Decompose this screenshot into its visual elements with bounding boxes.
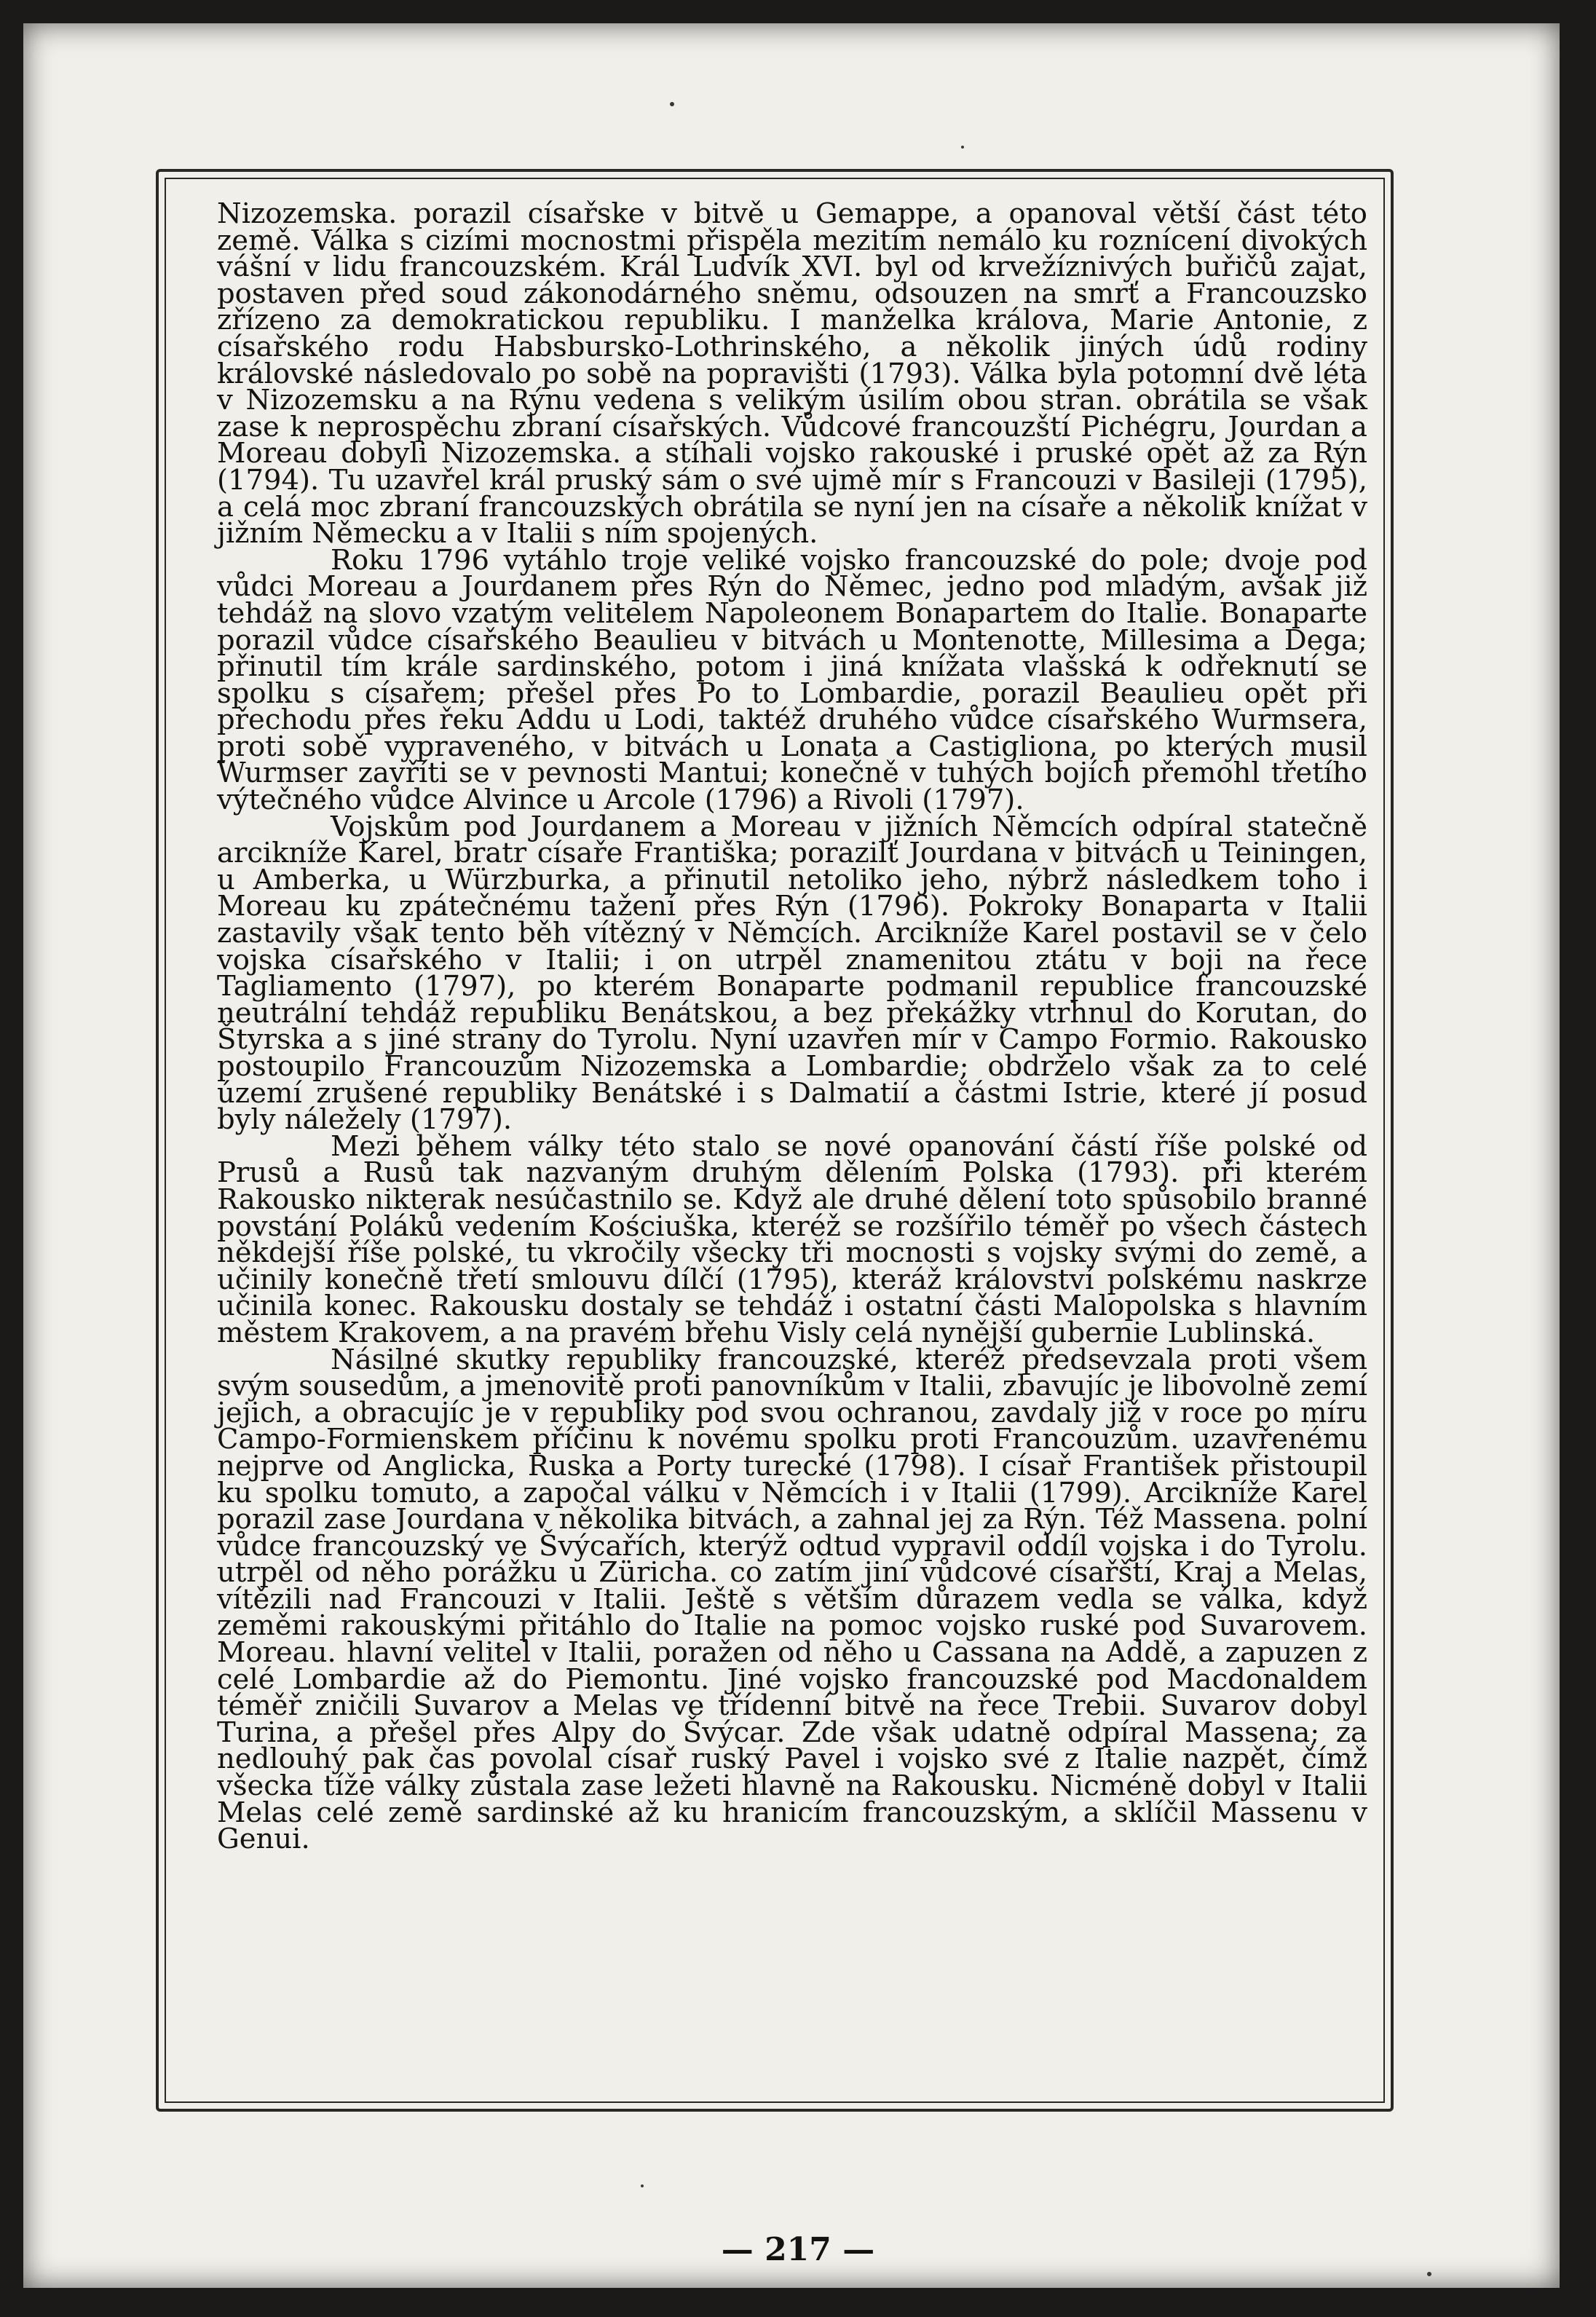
paragraph-4: Mezi během války této stalo se nové opanování částí říše polské od Prusů a Rusů tak nazvaným druhým dělením Polska (1793). při kterém Rakousko nikterak nesúčastnilo se. Když ale druhé dělení toto spůsobilo branné povstání Poláků vedením Kościuška, kteréž se rozšířilo téměř po všech částech někdejší říše polské, tu vkročily všecky tři mocnosti s vojsky svými do země, a učinily konečně třetí smlouvu dílčí (1795), kteráž království polskému naskrze učinila konec. Rakousku dostaly se tehdáž i ostatní části Malopolska s hlavním městem Krakovem, a na pravém břehu Visly celá nynější gubernie Lublinská. (217, 1129, 1367, 1349)
body-text (217, 197, 1367, 1856)
scan-speck (670, 102, 674, 106)
paragraph-5: Násilné skutky republiky francouzské, kteréž předsevzala proti všem svým sousedům, a jmenovitě proti panovníkům v Italii, zbavujíc je libovolně zemí jejich, a obracujíc je v republiky pod svou ochranou, zavdaly již v roce po míru Campo-Formienskem příčinu k novému spolku proti Francouzům. uzavřenému nejprve od Anglicka, Ruska a Porty turecké (1798). I císař František přistoupil ku spolku tomuto, a započal válku v Němcích i v Italii (1799). Arcikníže Karel porazil zase Jourdana v několika bitvách, a zahnal jej za Rýn. Též Massena. polní vůdce francouzský ve Švýcařích, kterýž odtud vypravil oddíl vojska i do Tyrolu. utrpěl od něho porážku u Züricha. co zatím jiní vůdcové císařští, Kraj a Melas, vítězili nad Francouzi v Italii. Ještě s větším důrazem vedla se válka, když zeměmi rakouskými přitáhlo do Italie na pomoc vojsko ruské pod Suvarovem. Moreau. hlavní velitel v Italii, poražen od něho u Cassana na Addě, a zapuzen z celé Lombardie až do Piemontu. Jiné vojsko francouzské pod Macdonaldem téměř zničili Suvarov a Melas ve třídenní bitvě na řece Trebii. Suvarov dobyl Turina, a přešel přes Alpy do Švýcar. Zde však udatně odpíral Massena; za nedlouhý pak čas povolal císař ruský Pavel i vojsko své z Italie nazpět, čímž všecka tíže války zůstala zase ležeti hlavně na Rakousku. Nicméně dobyl v Italii Melas celé země sardinské až ku hranicím francouzským, a sklíčil Massenu v Genui. (217, 1343, 1367, 1856)
page-number: — 217 — (721, 2231, 875, 2268)
scan-speck (961, 146, 964, 149)
scan-speck (1427, 2272, 1431, 2276)
paragraph-3: Vojskům pod Jourdanem a Moreau v jižních Němcích odpíral statečně arcikníže Karel, bratr císaře Františka; porazilť Jourdana v bitvách u Teiningen, u Amberka, u Würzburka, a přinutil netoliko jeho, nýbrž následkem toho i Moreau ku zpátečnému tažení přes Rýn (1796). Pokroky Bonaparta v Italii zastavily však tento běh vítězný v Němcích. Arcikníže Karel postavil se v čelo vojska císařského v Italii; i on utrpěl znamenitou ztátu v boji na řece Tagliamento (1797), po kterém Bonaparte podmanil republice francouzské neutrální tehdáž republiku Benátskou, a bez překážky vtrhnul do Korutan, do Štyrska a s jiné strany do Tyrolu. Nyní uzavřen mír v Campo Formio. Rakousko postoupilo Francouzům Nizozemska a Lombardie; obdrželo však za to celé území zrušené republiky Benátské i s Dalmatií a částmi Istrie, které jí posud byly náležely (1797). (217, 810, 1367, 1137)
paragraph-1: Nizozemska. porazil císařske v bitvě u Gemappe, a opanoval větší část této země. Válka s cizími mocnostmi přispěla mezitím nemálo ku roznícení divokých vášní v lidu francouzském. Král Ludvík XVI. byl od krvežíznivých buřičů zajat, postaven před soud zákonodárného sněmu, odsouzen na smrť a Francouzsko zřízeno za demokratickou republiku. I manželka králova, Marie Antonie, z císařského rodu Habsbursko-Lothrinského, a několik jiných údů rodiny královské následovalo po sobě na popravišti (1793). Válka byla potomní dvě léta v Nizozemsku a na Rýnu vedena s velikým úsilím obou stran. obrátila se však zase k neprospěchu zbraní císařských. Vůdcové francouzští Pichégru, Jourdan a Moreau dobyli Nizozemska. a stíhali vojsko rakouské i pruské opět až za Rýn (1794). Tu uzavřel král pruský sám o své ujmě mír s Francouzi v Basileji (1795), a celá moc zbraní francouzských obrátila se nyní jen na císaře a několik knížat v jižním Německu a v Italii s ním spojených. (217, 197, 1367, 550)
scan-speck (641, 2184, 644, 2187)
paragraph-2: Roku 1796 vytáhlo troje veliké vojsko francouzské do pole; dvoje pod vůdci Moreau a Jourdanem přes Rýn do Němec, jedno pod mladým, avšak již tehdáž na slovo vzatým velitelem Napoleonem Bonapartem do Italie. Bonaparte porazil vůdce císařského Beaulieu v bitvách u Montenotte, Millesima a Dega; přinutil tím krále sardinského, potom i jiná knížata vlašská k odřeknutí se spolku s císařem; přešel přes Po to Lombardie, porazil Beaulieu opět při přechodu přes řeku Addu u Lodi, taktéž druhého vůdce císařského Wurmsera, proti sobě vypraveného, v bitvách u Lonata a Castigliona, po kterých musil Wurmser zavříti se v pevnosti Mantui; konečně v tuhých bojích přemohl třetího výtečného vůdce Alvince u Arcole (1796) a Rivoli (1797). (217, 543, 1367, 817)
